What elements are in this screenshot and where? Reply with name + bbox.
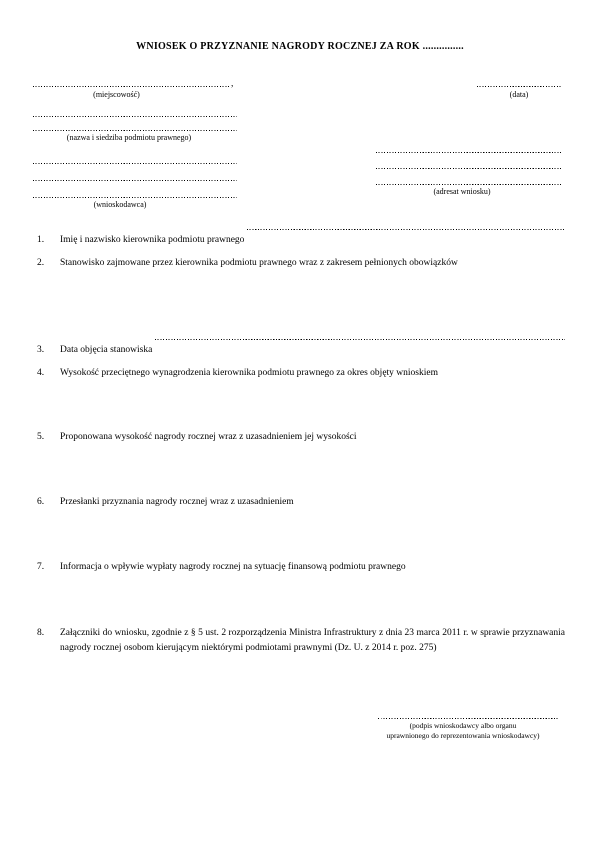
addressee-fill-line-3 bbox=[376, 184, 562, 185]
item-number: 8. bbox=[37, 628, 45, 638]
list-item-4 bbox=[37, 366, 565, 381]
signature-fill-line bbox=[378, 718, 558, 719]
item-text: Imię i nazwisko kierownika podmiotu prawnego bbox=[60, 235, 245, 245]
item-number: 1. bbox=[37, 235, 45, 245]
list-item-8 bbox=[37, 626, 565, 656]
place-fill-line bbox=[33, 86, 230, 87]
item-number: 6. bbox=[37, 497, 45, 507]
document-title: WNIOSEK O PRZYZNANIE NAGRODY ROCZNEJ ZA ROK ............... bbox=[136, 41, 464, 52]
list-item-6 bbox=[37, 495, 565, 510]
list-item-2 bbox=[37, 256, 565, 271]
entity-fill-line-1 bbox=[33, 116, 237, 117]
item-number: 5. bbox=[37, 432, 45, 442]
list-item-5 bbox=[37, 430, 565, 445]
addressee-fill-line-1 bbox=[376, 152, 562, 153]
applicant-fill-line-2 bbox=[33, 180, 237, 181]
item-text: Załączniki do wniosku, zgodnie z § 5 ust. 2 rozporządzenia Ministra Infrastruktury z dnia 23 marca 2011 r. w sprawie przyznawania nagrody rocznej osobom kierującym niektórymi podmiotami prawnymi (Dz. U. z 2014 r. poz. 275) bbox=[60, 628, 565, 653]
signature-label-line-2: uprawnionego do reprezentowania wnioskodawcy) bbox=[386, 731, 540, 740]
item-text: Proponowana wysokość nagrody rocznej wraz z uzasadnieniem jej wysokości bbox=[60, 432, 357, 442]
item-number: 2. bbox=[37, 258, 45, 268]
list-item-3 bbox=[37, 343, 565, 358]
addressee-fill-line-2 bbox=[376, 168, 562, 169]
entity-label: (nazwa i siedziba podmiotu prawnego) bbox=[66, 133, 192, 142]
signature-label-line-1: (podpis wnioskodawcy albo organu bbox=[409, 721, 517, 730]
applicant-fill-line-3 bbox=[33, 197, 237, 198]
item-text: Informacja o wpływie wypłaty nagrody rocznej na sytuację finansową podmiotu prawnego bbox=[60, 562, 406, 572]
item-number: 3. bbox=[37, 345, 45, 355]
signature-label bbox=[368, 721, 558, 741]
item-number: 4. bbox=[37, 368, 45, 378]
applicant-fill-line-1 bbox=[33, 163, 237, 164]
entity-fill-line-2 bbox=[33, 130, 237, 131]
place-label: (miejscowość) bbox=[93, 90, 140, 99]
item-text: Data objęcia stanowiska bbox=[60, 345, 153, 355]
place-line-comma: , bbox=[231, 79, 234, 89]
list-item-7 bbox=[37, 560, 565, 575]
date-label: (data) bbox=[509, 90, 529, 99]
applicant-label: (wnioskodawca) bbox=[93, 200, 147, 209]
item-text: Przesłanki przyznania nagrody rocznej wraz z uzasadnieniem bbox=[60, 497, 294, 507]
list-item-1 bbox=[37, 233, 565, 248]
item-text: Wysokość przeciętnego wynagrodzenia kierownika podmiotu prawnego za okres objęty wnioskiem bbox=[60, 368, 438, 378]
addressee-label: (adresat wniosku) bbox=[433, 187, 491, 196]
date-fill-line bbox=[477, 86, 561, 87]
item-number: 7. bbox=[37, 562, 45, 572]
item-text: Stanowisko zajmowane przez kierownika podmiotu prawnego wraz z zakresem pełnionych obowiązków bbox=[60, 258, 458, 268]
